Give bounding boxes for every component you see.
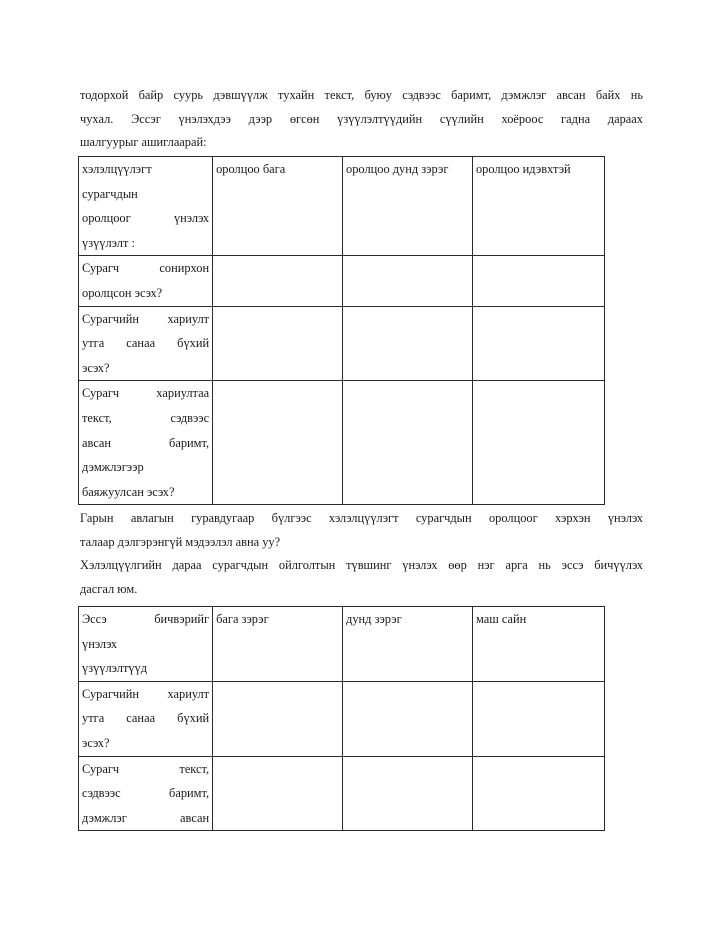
cell-line: утга санаа бүхий xyxy=(82,336,210,351)
cell-line: дэмжлэгээр xyxy=(82,460,144,475)
empty-cell xyxy=(472,256,604,306)
empty-cell xyxy=(343,381,473,505)
cell-line: оролцсон эсэх? xyxy=(82,285,163,300)
table-row xyxy=(79,306,605,381)
cell-line: үзүүлэлтүүд xyxy=(82,661,148,676)
criteria-cell xyxy=(79,306,213,381)
paragraph-line: талаар дэлгэрэнгүй мэдээлэл авна уу? xyxy=(80,534,281,549)
paragraph-line: шалгуурыг ашиглаарай: xyxy=(80,135,207,149)
cell-line: сурагчдын xyxy=(82,186,138,201)
cell-line: авсан баримт, xyxy=(82,435,210,450)
empty-cell xyxy=(213,756,343,831)
empty-cell xyxy=(343,681,473,756)
cell-line: үнэлэх xyxy=(82,636,118,651)
cell-line: дэмжлэг авсан xyxy=(82,810,210,825)
table-row xyxy=(79,381,605,505)
cell-line: утга санаа бүхий xyxy=(82,711,210,726)
table-row xyxy=(79,256,605,306)
middle-paragraph xyxy=(80,507,643,601)
empty-cell xyxy=(213,681,343,756)
paragraph-line: Гарын авлагын гуравдугаар бүлгээс хэлэлцүүлэгт сурагчдын оролцоог хэрхэн үнэлэх xyxy=(80,511,643,525)
cell-line: хэлэлцүүлэгт xyxy=(82,162,152,176)
empty-cell xyxy=(472,756,604,831)
intro-paragraph xyxy=(80,84,643,155)
paragraph-line: чухал. Эссэг үнэлэхдээ дээр өгсөн үзүүлэлтүүдийн сүүлийн хоёроос гадна дараах xyxy=(80,111,643,126)
table-row xyxy=(79,756,605,831)
empty-cell xyxy=(343,256,473,306)
cell-line: текст, сэдвээс xyxy=(82,410,210,425)
criteria-cell xyxy=(79,256,213,306)
cell-line: сэдвээс баримт, xyxy=(82,786,210,801)
empty-cell xyxy=(213,256,343,306)
cell-line: Сурагчийн хариулт xyxy=(82,311,210,326)
empty-cell xyxy=(472,306,604,381)
empty-cell xyxy=(472,681,604,756)
paragraph-line: Хэлэлцүүлгийн дараа сурагчдын ойлголтын түвшинг үнэлэх өөр нэг арга нь эссэ бичүүлэх xyxy=(80,558,643,572)
header-excellent: маш сайн xyxy=(472,607,604,682)
participation-assessment-table xyxy=(78,156,605,505)
cell-line: үзүүлэлт : xyxy=(82,235,135,250)
header-medium: дунд зэрэг xyxy=(343,607,473,682)
header-low-participation: оролцоо бага xyxy=(213,157,343,256)
empty-cell xyxy=(472,381,604,505)
paragraph-line: дасгал юм. xyxy=(80,581,138,596)
essay-assessment-table xyxy=(78,606,605,831)
empty-cell xyxy=(343,306,473,381)
empty-cell xyxy=(343,756,473,831)
criteria-cell xyxy=(79,381,213,505)
table-header-row xyxy=(79,157,605,256)
cell-line: баяжуулсан эсэх? xyxy=(82,484,175,499)
cell-line: эсэх? xyxy=(82,735,110,750)
header-medium-participation: оролцоо дунд зэрэг xyxy=(343,157,473,256)
table-row xyxy=(79,681,605,756)
paragraph-line: тодорхой байр суурь дэвшүүлж тухайн текст, буюу сэдвээс баримт, дэмжлэг авсан байх нь xyxy=(80,88,643,102)
header-somewhat: бага зэрэг xyxy=(213,607,343,682)
header-active-participation: оролцоо идэвхтэй xyxy=(472,157,604,256)
empty-cell xyxy=(213,381,343,505)
cell-line: Сурагчийн хариулт xyxy=(82,686,210,701)
cell-line: эсэх? xyxy=(82,360,110,375)
cell-line: Эссэ бичвэрийг xyxy=(82,612,210,626)
criteria-cell xyxy=(79,756,213,831)
cell-line: Сурагч хариултаа xyxy=(82,386,210,401)
cell-line: оролцоог үнэлэх xyxy=(82,211,210,226)
cell-line: Сурагч текст, xyxy=(82,761,210,776)
table-header-row xyxy=(79,607,605,682)
empty-cell xyxy=(213,306,343,381)
criteria-cell xyxy=(79,681,213,756)
cell-line: Сурагч сонирхон xyxy=(82,261,210,276)
criteria-header-cell xyxy=(79,157,213,256)
criteria-header-cell xyxy=(79,607,213,682)
